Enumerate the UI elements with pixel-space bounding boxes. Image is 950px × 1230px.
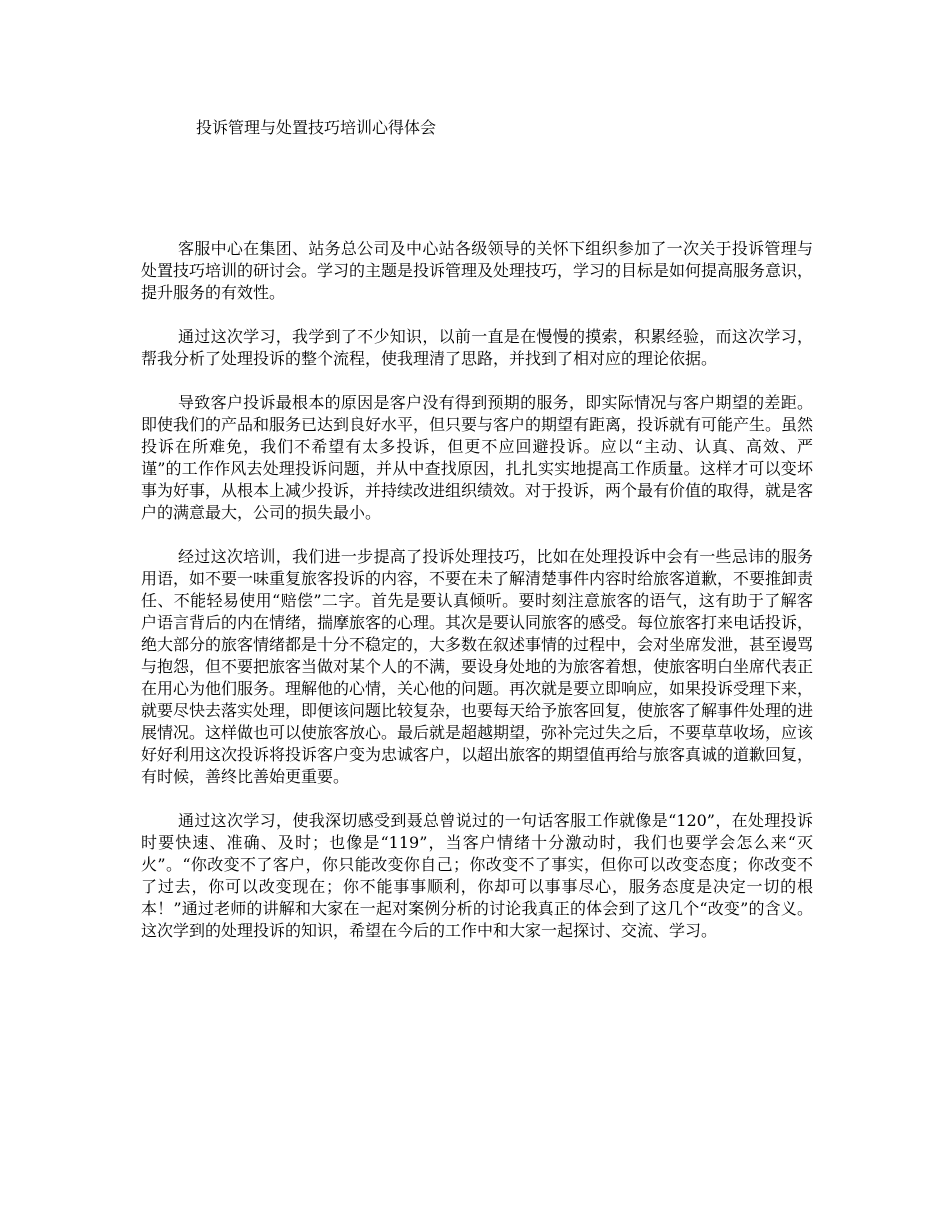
paragraph-4: 经过这次培训，我们进一步提高了投诉处理技巧，比如在处理投诉中会有一些忌讳的服务用语，如不要一味重复旅客投诉的内容，不要在未了解清楚事件内容时给旅客道歉，不要推卸责任、不能轻易使用“赔偿”二字。首先是要认真倾听。要时刻注意旅客的语气，这有助于了解客户语言背后的内在情绪，揣摩旅客的心理。其次是要认同旅客的感受。每位旅客打来电话投诉，绝大部分的旅客情绪都是十分不稳定的，大多数在叙述事情的过程中，会对坐席发泄，甚至谩骂与抱怨，但不要把旅客当做对某个人的不满，要设身处地的为旅客着想，使旅客明白坐席代表正在用心为他们服务。理解他的心情，关心他的问题。再次就是要立即响应，如果投诉受理下来，就要尽快去落实处理，即便该问题比较复杂，也要每天给予旅客回复，使旅客了解事件处理的进展情况。这样做也可以使旅客放心。最后就是超越期望，弥补完过失之后，不要草草收场，应该好好利用这次投诉将投诉客户变为忠诚客户，以超出旅客的期望值再给与旅客真诚的道歉回复，有时候，善终比善始更重要。 — [141, 547, 814, 786]
paragraph-5: 通过这次学习，使我深切感受到聂总曾说过的一句话客服工作就像是“120”，在处理投诉时要快速、准确、及时；也像是“119”，当客户情绪十分激动时，我们也要学会怎么来“灭火”。“你改变不了客户，你只能改变你自己；你改变不了事实，但你可以改变态度；你改变不了过去，你可以改变现在；你不能事事顺利，你却可以事事尽心，服务态度是决定一切的根本！”通过老师的讲解和大家在一起对案例分析的讨论我真正的体会到了这几个“改变”的含义。这次学到的处理投诉的知识，希望在今后的工作中和大家一起探讨、交流、学习。 — [141, 811, 813, 940]
paragraph-3: 导致客户投诉最根本的原因是客户没有得到预期的服务，即实际情况与客户期望的差距。即使我们的产品和服务已达到良好水平，但只要与客户的期望有距离，投诉就有可能产生。虽然投诉在所难免，我们不希望有太多投诉，但更不应回避投诉。应以“主动、认真、高效、严谨”的工作作风去处理投诉问题，并从中查找原因，扎扎实实地提高工作质量。这样才可以变坏事为好事，从根本上减少投诉，并持续改进组织绩效。对于投诉，两个最有价值的取得，就是客户的满意最大，公司的损失最小。 — [141, 393, 814, 522]
paragraph-1: 客服中心在集团、站务总公司及中心站各级领导的关怀下组织参加了一次关于投诉管理与处置技巧培训的研讨会。学习的主题是投诉管理及处理技巧，学习的目标是如何提高服务意识，提升服务的有效性。 — [141, 239, 814, 302]
document-title: 投诉管理与处置技巧培训心得体会 — [196, 118, 437, 137]
document-body — [141, 238, 813, 964]
paragraph-2: 通过这次学习，我学到了不少知识，以前一直是在慢慢的摸索，积累经验，而这次学习，帮我分析了处理投诉的整个流程，使我理清了思路，并找到了相对应的理论依据。 — [141, 327, 813, 368]
